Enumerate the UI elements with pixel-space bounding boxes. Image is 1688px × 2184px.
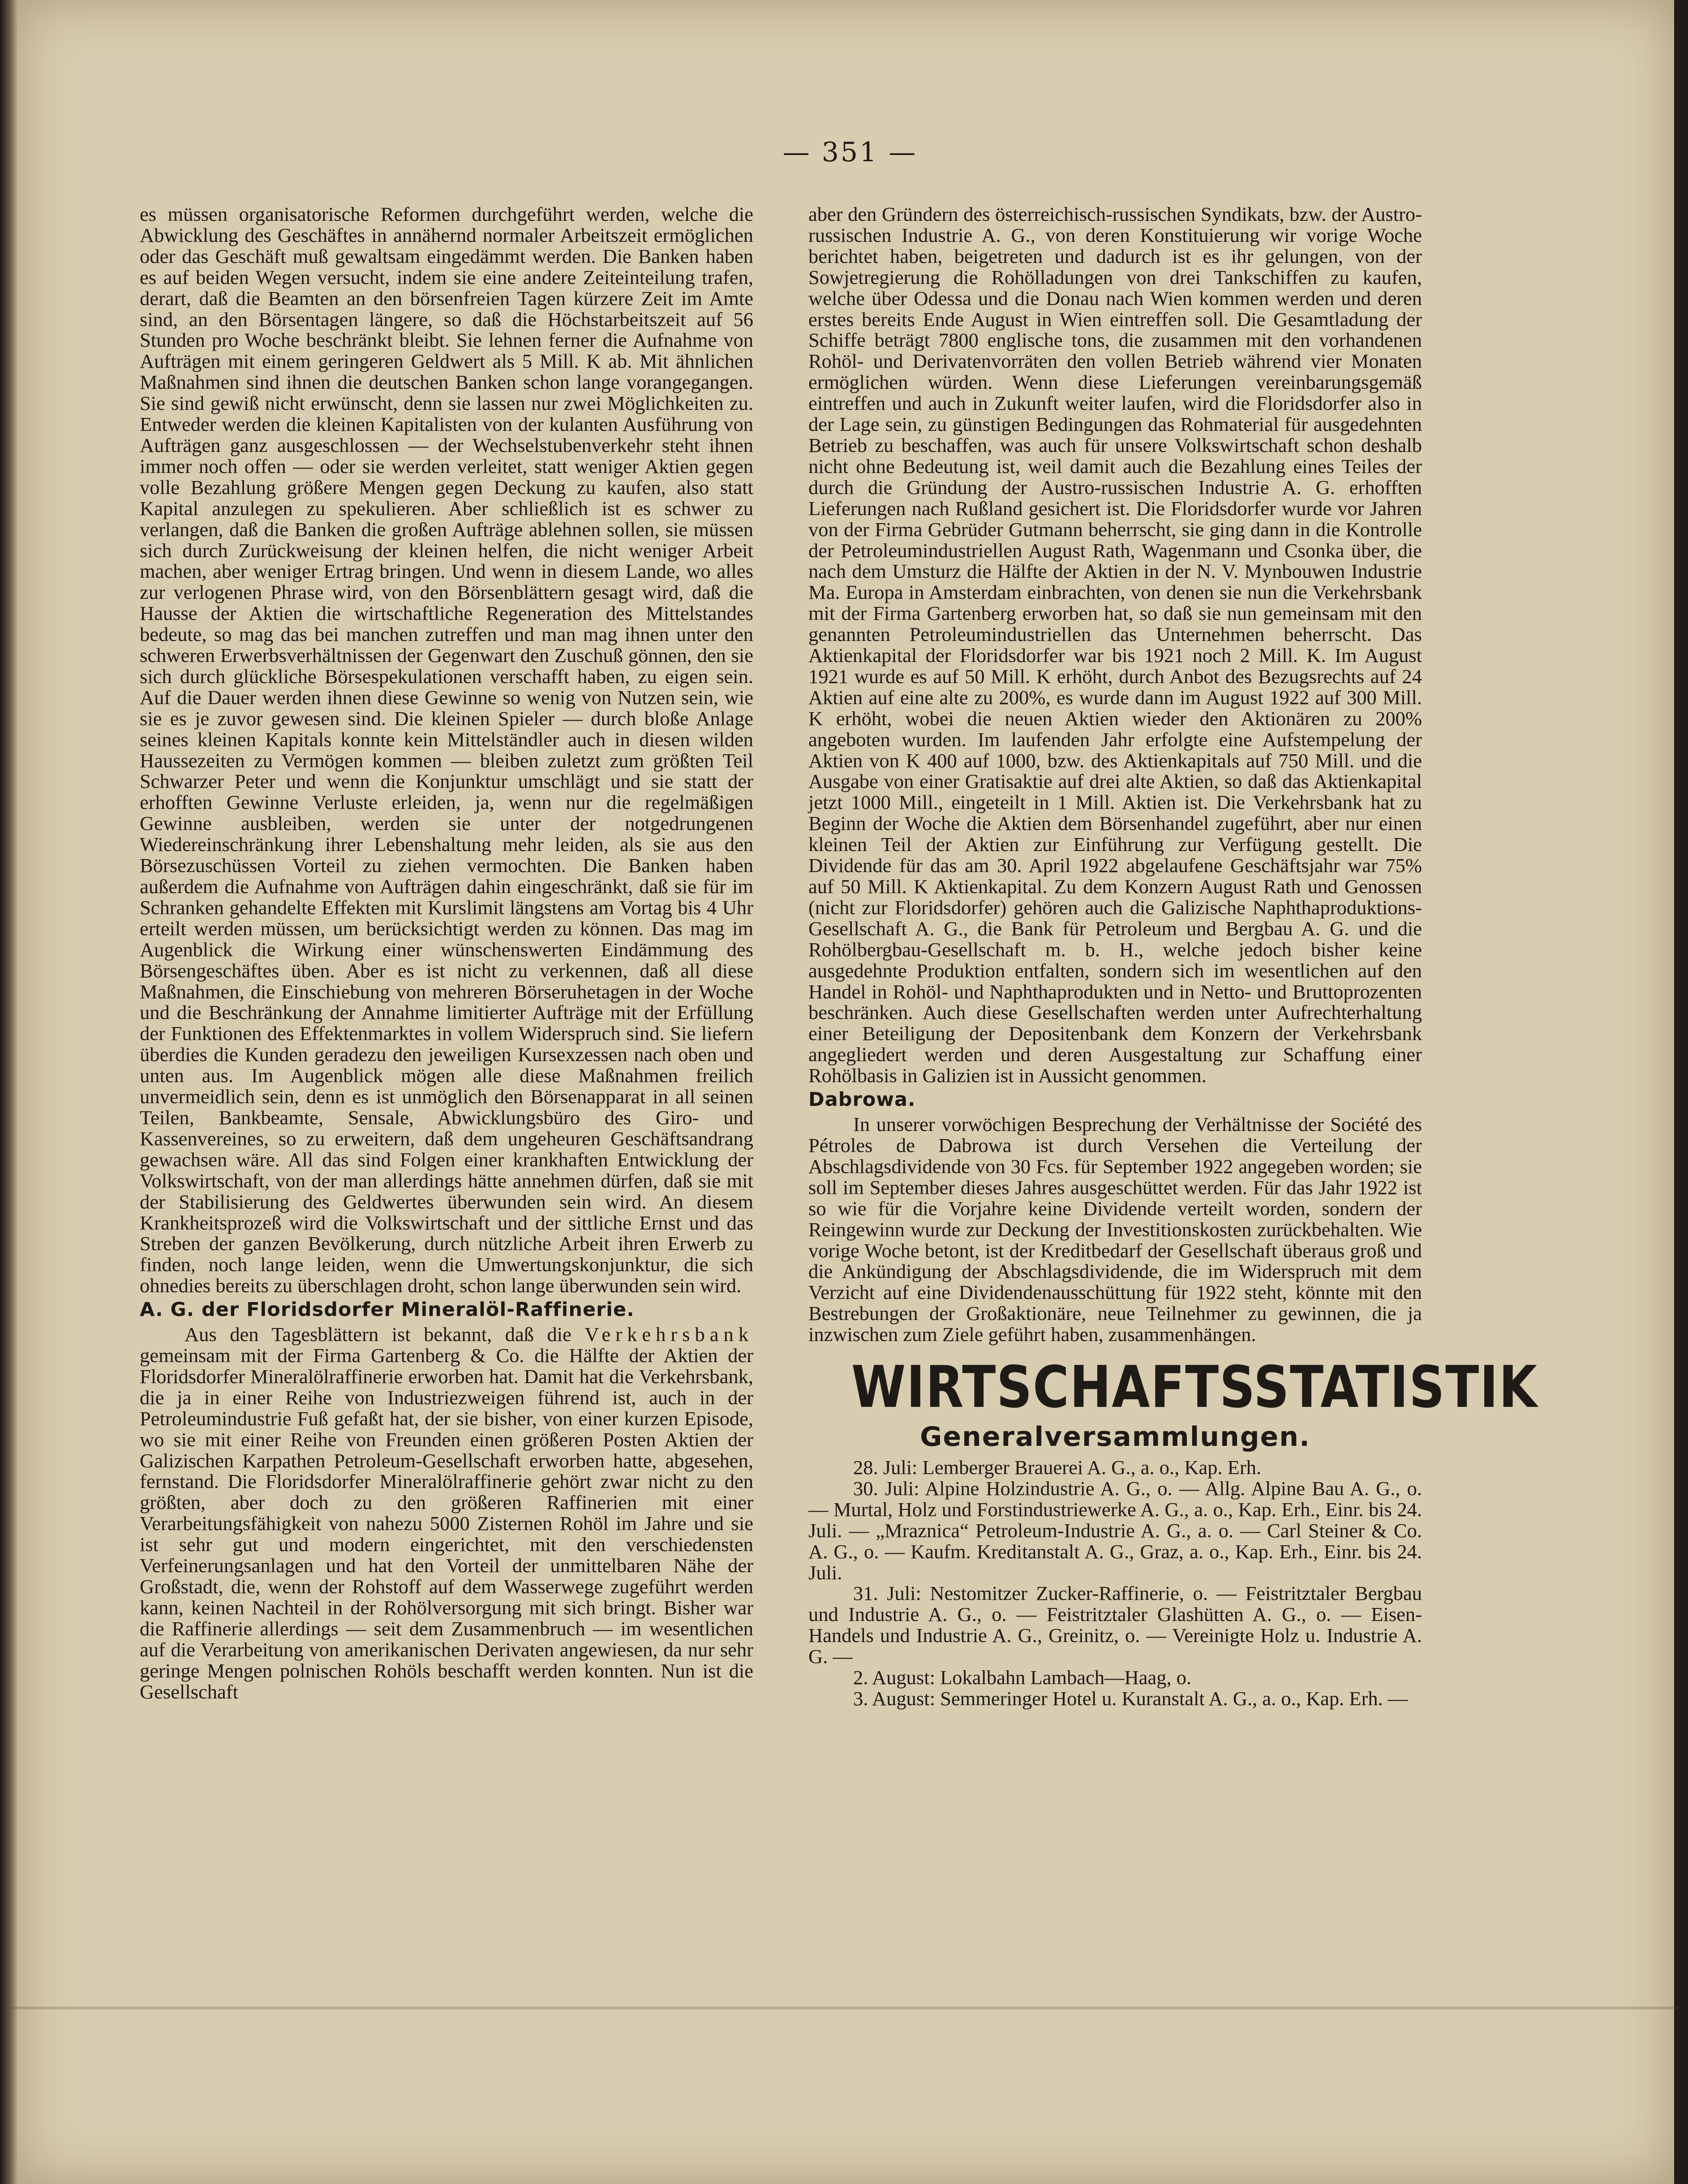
verkehrsbank-spaced: Verkehrsbank <box>584 1323 753 1346</box>
left-paragraph-2-rest: gemeinsam mit der Firma Gartenberg & Co. die Hälfte der Aktien der Floridsdorfer Mineralölraffinerie erworben hat. Damit hat die Verkehrsbank, die ja in einer Reihe von Industriezweigen führend ist, auch in der Petroleumindustrie Fuß gefaßt hat, der sie bisher, von einer kurzen Episode, wo sie mit einer Reihe von Freunden einen größeren Posten Aktien der Galizischen Karpathen Petroleum-Gesellschaft erworben hatte, abgesehen, fernstand. Die Floridsdorfer Mineralölraffinerie gehört zwar nicht zu den größten, aber doch zu den größeren Raffinerien mit einer Verarbeitungsfähigkeit von nahezu 5000 Zisternen Rohöl im Jahre und sie ist sehr gut und modern eingerichtet, mit den verschiedensten Verfeinerungsanlagen und hat den Vorteil der unmittelbaren Nähe der Großstadt, die, wenn der Rohstoff auf dem Wasserwege zugeführt werden kann, keinen Nachteil in der Rohölversorgung mit sich bringt. Bisher war die Raffinerie allerdings — seit dem Zusammenbruch — im wesentlichen auf die Verarbeitung von amerikanischen Derivaten angewiesen, da nur sehr geringe Mengen polnischen Rohöls beschafft werden konnten. Nun ist die Gesellschaft <box>140 1344 753 1703</box>
left-column <box>140 204 753 1702</box>
meeting-entry: 3. August: Semmeringer Hotel u. Kuranstalt A. G., a. o., Kap. Erh. — <box>853 1687 1408 1710</box>
right-paragraph-2: In unserer vorwöchigen Besprechung der Verhältnisse der Société des Pétroles de Dabrowa ist durch Versehen die Verteilung der Abschlagsdividende von 30 Fcs. für September 1922 angegeben worden; sie soll im September dieses Jahres ausgeschüttet werden. Für das Jahr 1922 ist so wie für die Vorjahre keine Dividende verteilt worden, sondern der Reingewinn wurde zur Deckung der Investitionskosten zurückbehalten. Wie vorige Woche betont, ist der Kreditbedarf der Gesellschaft überaus groß und die Ankündigung der Abschlagsdividende, die im Widerspruch mit dem Verzicht auf eine Dividendenausschüttung für 1922 steht, könnte mit den Bestrebungen der Großaktionäre, neue Teilnehmer zu gewinnen, die ja inzwischen zum Ziele geführt haben, zusammenhängen. <box>808 1113 1422 1346</box>
page-number: — 351 — <box>782 137 918 168</box>
right-paragraph-1: aber den Gründern des österreichisch-russischen Syndikats, bzw. der Austro-russischen Industrie A. G., von deren Konstituierung wir vorige Woche berichtet haben, beigetreten und dadurch ist es ihr gelungen, von der Sowjetregierung die Rohölladungen von drei Tankschiffen zu kaufen, welche über Odessa und die Donau nach Wien kommen werden und deren erstes bereits Ende August in Wien eintreffen soll. Die Gesamtladung der Schiffe beträgt 7800 englische tons, die zusammen mit den vorhandenen Rohöl- und Derivatenvorräten den vollen Betrieb während vier Monaten ermöglichen würden. Wenn diese Lieferungen vereinbarungsgemäß eintreffen und auch in Zukunft weiter laufen, wird die Floridsdorfer also in der Lage sein, zu günstigen Bedingungen das Rohmaterial für ausgedehnten Betrieb zu beschaffen, was auch für unsere Volkswirtschaft schon deshalb nicht ohne Bedeutung ist, weil damit auch die Bezahlung eines Teiles der durch die Gründung der Austro-russischen Industrie A. G. erhofften Lieferungen nach Rußland gesichert ist. Die Floridsdorfer wurde vor Jahren von der Firma Gebrüder Gutmann beherrscht, sie ging dann in die Kontrolle der Petroleumindustriellen August Rath, Wagenmann und Csonka über, die nach dem Umsturz die Hälfte der Aktien in der N. V. Mynbouwen Industrie Ma. Europa in Amsterdam einbrachten, von denen sie nun die Verkehrsbank mit der Firma Gartenberg erworben hat, so daß sie nun gemeinsam mit den genannten Petroleumindustriellen das Unternehmen beherrscht. Das Aktienkapital der Floridsdorfer war bis 1921 noch 2 Mill. K. Im August 1921 wurde es auf 50 Mill. K erhöht, durch Anbot des Bezugsrechts auf 24 Aktien auf eine alte zu 200%, es wurde dann im August 1922 auf 300 Mill. K erhöht, wobei die neuen Aktien wieder den Aktionären zu 200% angeboten wurden. Im laufenden Jahr erfolgte eine Aufstempelung der Aktien von K 400 auf 1000, bzw. des Aktienkapitals auf 750 Mill. und die Ausgabe von einer Gratisaktie auf drei alte Aktien, so daß das Aktienkapital jetzt 1000 Mill., eingeteilt in 1 Mill. Aktien ist. Die Verkehrsbank hat zu Beginn der Woche die Aktien dem Börsenhandel zugeführt, aber nur einen kleinen Teil der Aktien zur Einführung zur Verfügung gestellt. Die Dividende für das am 30. April 1922 abgelaufene Geschäftsjahr war 75% auf 50 Mill. K Aktienkapital. Zu dem Konzern August Rath und Genossen (nicht zur Floridsdorfer) gehören auch die Galizische Naphthaproduktions-Gesellschaft A. G., die Bank für Petroleum und Bergbau A. G. und die Rohölbergbau-Gesellschaft m. b. H., welche jedoch bisher keine ausgedehnte Produktion entfalten, sondern sich im wesentlichen auf den Handel in Rohöl- und Naphthaprodukten und in Netto- und Bruttoprozenten beschränken. Auch diese Gesellschaften werden unter Aufrechterhaltung einer Beteiligung der Depositenbank dem Konzern der Verkehrsbank angegliedert werden und deren Ausgestaltung zur Schaffung einer Rohölbasis in Galizien ist in Aussicht genommen. <box>808 203 1422 1087</box>
meeting-entry: 30. Juli: Alpine Holzindustrie A. G., o. — Allg. Alpine Bau A. G., o. — Murtal, Holz und Forstindustriewerke A. G., a. o., Kap. Erh., Einr. bis 24. Juli. — „Mraznica“ Petroleum-Industrie A. G., a. o. — Carl Steiner & Co. A. G., o. — Kaufm. Kreditanstalt A. G., Graz, a. o., Kap. Erh., Einr. bis 24. Juli. <box>808 1477 1422 1584</box>
generalversammlungen-subtitle: Generalversammlungen. <box>920 1421 1310 1453</box>
left-paragraph-2 <box>140 1324 753 1702</box>
left-paragraph-2-start: Aus den Tagesblättern ist bekannt, daß die <box>185 1323 571 1346</box>
dabrowa-heading: Dabrowa. <box>808 1088 916 1111</box>
meeting-entry: 31. Juli: Nestomitzer Zucker-Raffinerie, o. — Feistritztaler Bergbau und Industrie A. G., o. — Feistritztaler Glashütten A. G., o. — Eisen-Handels und Industrie A. G., Greinitz, o. — Vereinigte Holz u. Industrie A. G. — <box>808 1582 1422 1668</box>
floridsdorfer-heading: A. G. der Floridsdorfer Mineralöl-Raffinerie. <box>140 1298 635 1321</box>
meeting-entry: 2. August: Lokalbahn Lambach—Haag, o. <box>853 1666 1192 1689</box>
binding-edge <box>0 0 17 2184</box>
meeting-entry: 28. Juli: Lemberger Brauerei A. G., a. o., Kap. Erh. <box>853 1456 1262 1479</box>
left-paragraph-1: es müssen organisatorische Reformen durchgeführt werden, welche die Abwicklung des Geschäftes in annähernd normaler Arbeitszeit ermöglichen oder das Geschäft muß gewaltsam eingedämmt werden. Die Banken haben es auf beiden Wegen versucht, indem sie eine andere Zeiteinteilung trafen, derart, daß die Beamten an den börsenfreien Tagen kürzere Zeit im Amte sind, an den Börsentagen längere, so daß die Höchstarbeitszeit auf 56 Stunden pro Woche beschränkt bleibt. Sie lehnen ferner die Aufnahme von Aufträgen mit einem geringeren Geldwert als 5 Mill. K ab. Mit ähnlichen Maßnahmen sind ihnen die deutschen Banken schon lange vorangegangen. Sie sind gewiß nicht erwünscht, denn sie lassen nur zwei Möglichkeiten zu. Entweder werden die kleinen Kapitalisten von der kulanten Ausführung von Aufträgen ganz ausgeschlossen — der Wechselstubenverkehr steht ihnen immer noch offen — oder sie werden verleitet, statt weniger Aktien gegen volle Bezahlung größere Mengen gegen Deckung zu kaufen, also statt Kapital anzulegen zu spekulieren. Aber schließlich ist es schwer zu verlangen, daß die Banken die großen Aufträge ablehnen sollen, sie müssen sich durch Zurückweisung der kleinen helfen, die nicht weniger Arbeit machen, aber weniger Ertrag bringen. Und wenn in diesem Lande, wo alles zur verlogenen Phrase wird, von den Börsenblättern gesagt wird, daß die Hausse der Aktien die wirtschaftliche Regeneration des Mittelstandes bedeute, so mag das bei manchen zutreffen und man mag ihnen unter den schweren Erwerbsverhältnissen der Gegenwart den Zuschuß gönnen, den sie sich durch glückliche Börsespekulationen verschafft haben, zu eigen sein. Auf die Dauer werden ihnen diese Gewinne so wenig von Nutzen sein, wie sie es je zuvor gewesen sind. Die kleinen Spieler — durch bloße Anlage seines kleinen Kapitals konnte kein Mittelständler auch in diesen wilden Haussezeiten zu Vermögen kommen — bleiben zuletzt zum größten Teil Schwarzer Peter und wenn die Konjunktur umschlägt und sie statt der erhofften Gewinne Verluste erleiden, ja, wenn nur die regelmäßigen Gewinne ausbleiben, werden sie unter der notgedrungenen Wiedereinschränkung ihrer Lebenshaltung mehr leiden, als sie aus den Börsezuschüssen Vorteil zu ziehen vermochten. Die Banken haben außerdem die Aufnahme von Aufträgen dahin eingeschränkt, daß sie für im Schranken gehandelte Effekten mit Kurslimit längstens am Vortag bis 4 Uhr erteilt werden müssen, um berücksichtigt werden zu können. Das mag im Augenblick die Wirkung einer wünschenswerten Eindämmung des Börsengeschäftes üben. Aber es ist nicht zu verkennen, daß all diese Maßnahmen, die Einschiebung von mehreren Börseruhetagen in der Woche und die Beschränkung der Annahme limitierter Aufträge mit der Erfüllung der Funktionen des Effektenmarktes in vollem Widerspruch sind. Sie liefern überdies die Kunden geradezu den jeweiligen Kursexzessen nach oben und unten aus. Im Augenblick mögen alle diese Maßnahmen freilich unvermeidlich sein, denn es ist unmöglich den Börsenapparat in all seinen Teilen, Bankbeamte, Sensale, Abwicklungsbüro des Giro- und Kassenvereines, so zu erweitern, daß dem ungeheuren Geschäftsandrang gewachsen wäre. All das sind Folgen einer krankhaften Entwicklung der Volkswirtschaft, von der man allerdings hätte annehmen dürfen, daß sie mit der Stabilisierung des Geldwertes überwunden sein wird. An diesem Krankheitsprozeß wird die Volkswirtschaft und der sittliche Ernst und das Streben der ganzen Bevölkerung, durch nützliche Arbeit ihren Erwerb zu finden, noch lange leiden, wenn die Umwertungskonjunktur, die sich ohnedies bereits zu überschlagen droht, schon lange überwunden sein wird. <box>140 203 753 1297</box>
scan-fold-line <box>4 2007 1679 2009</box>
wirtschaftsstatistik-title: WIRTSCHAFTSSTATISTIK <box>851 1354 1538 1421</box>
right-column <box>808 203 1538 1710</box>
